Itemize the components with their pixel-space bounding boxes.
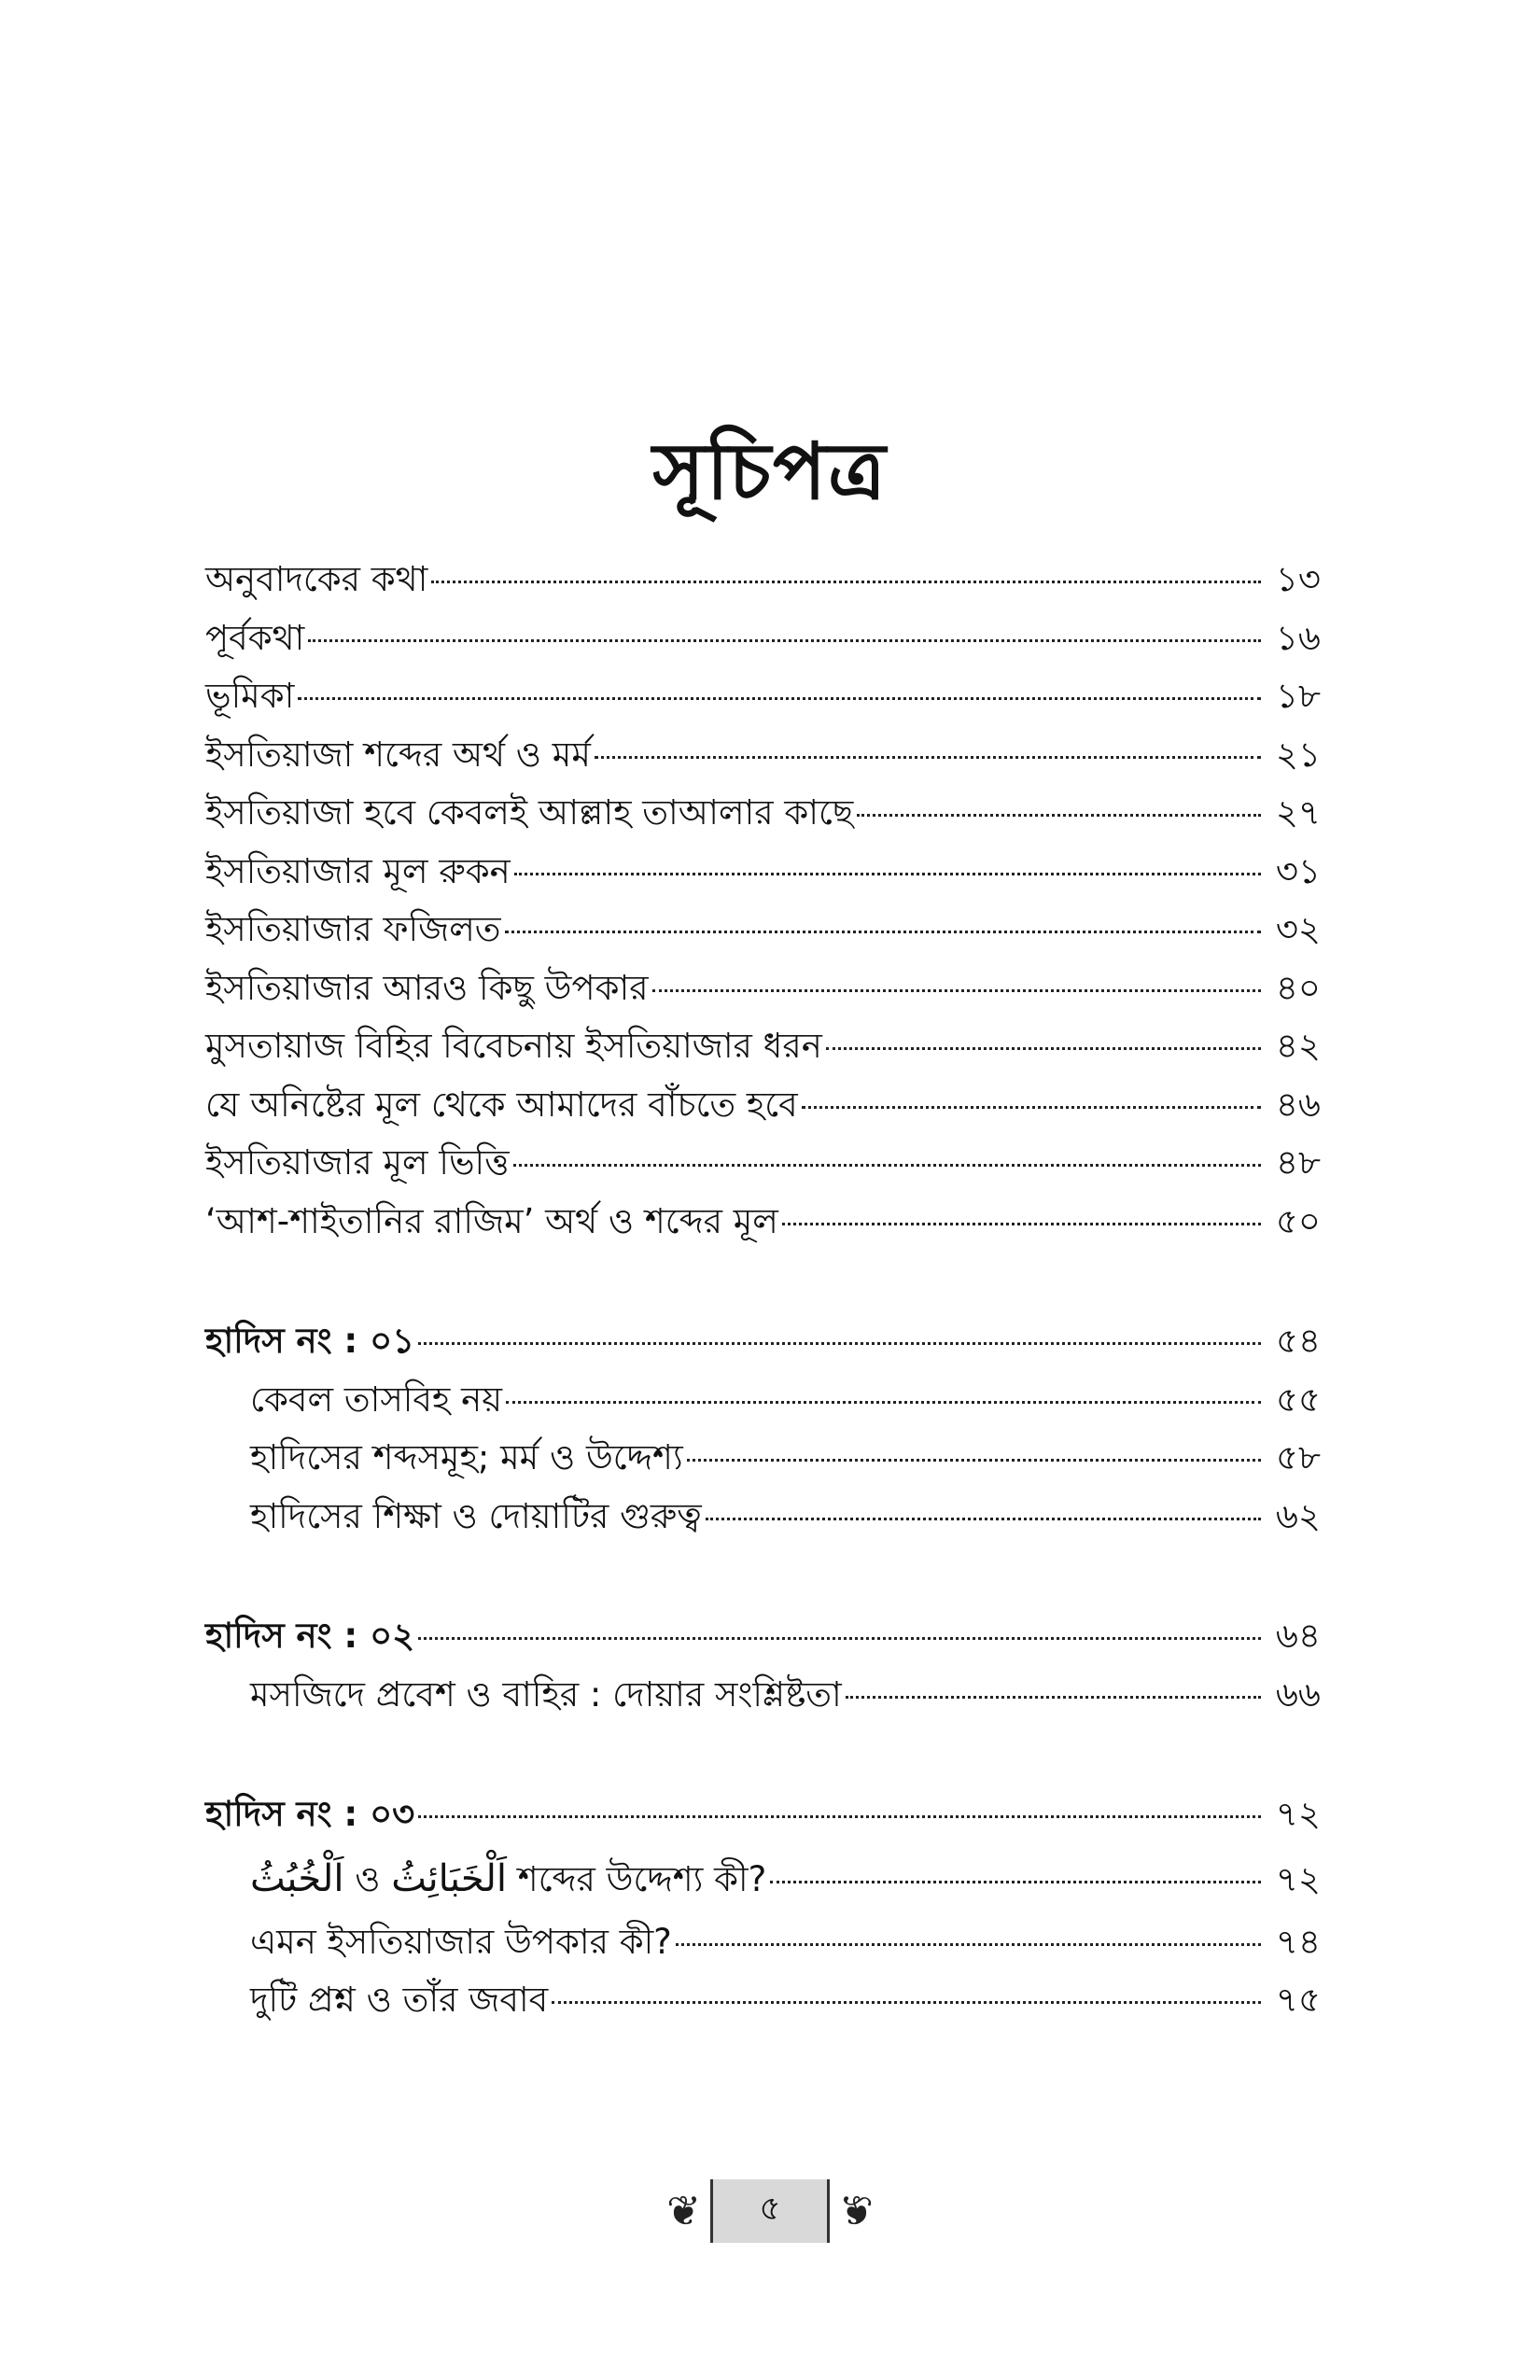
leader-dots — [687, 1459, 1261, 1462]
leader-dots — [418, 1637, 1261, 1640]
toc-entry-label: এমন ইসতিয়াজার উপকার কী? — [250, 1921, 672, 1962]
leader-dots — [706, 1518, 1261, 1520]
section-gap — [205, 1546, 1321, 1607]
toc-entry-page: ২১ — [1275, 734, 1321, 775]
connector-text: ও — [355, 1858, 381, 1899]
toc-entry-label: ইসতিয়াজার মূল ভিত্তি — [205, 1142, 510, 1183]
toc-entry — [205, 1076, 1321, 1135]
hadith-heading-label: হাদিস নং : ০১ — [205, 1321, 415, 1361]
page-title: সূচিপত্র — [652, 426, 888, 517]
toc-entry — [205, 1017, 1321, 1076]
hadith-heading — [205, 1607, 1321, 1666]
toc-entry-label: মুসতায়াজ বিহির বিবেচনায় ইসতিয়াজার ধরন — [205, 1026, 822, 1066]
toc-entry — [205, 959, 1321, 1018]
toc-entry-label: মসজিদে প্রবেশ ও বাহির : দোয়ার সংশ্লিষ্টতা — [250, 1673, 842, 1715]
toc-entry-page: ১৬ — [1275, 617, 1321, 658]
toc-entry-label: পূর্বকথা — [205, 617, 305, 658]
toc-entry-page: ৪০ — [1275, 967, 1321, 1008]
toc-entry-page: ৭৫ — [1275, 1980, 1321, 2020]
leader-dots — [308, 639, 1261, 642]
toc-entry — [205, 1193, 1321, 1252]
toc-entry-page: ৪৬ — [1275, 1084, 1321, 1125]
leader-dots — [826, 1047, 1261, 1050]
leader-dots — [552, 2001, 1261, 2004]
toc-entry-page: ৫৫ — [1275, 1379, 1321, 1420]
toc-entry-label: ইসতিয়াজা শব্দের অর্থ ও মর্ম — [205, 734, 591, 775]
leader-dots — [514, 873, 1261, 875]
toc-entry-label: ভূমিকা — [205, 676, 295, 716]
leader-dots — [418, 1342, 1261, 1345]
toc-entry-page: ৬৬ — [1275, 1673, 1321, 1715]
toc-entry-page: ১৩ — [1275, 559, 1321, 599]
toc-entry — [205, 784, 1321, 843]
toc-entry — [205, 1134, 1321, 1193]
ornament-right-icon: ❦ — [839, 2187, 874, 2235]
toc-entry-label: ‘আশ-শাইতানির রাজিম’ অর্থ ও শব্দের মূল — [205, 1200, 778, 1241]
toc-entry — [205, 667, 1321, 726]
toc-entry-page: ৫০ — [1275, 1200, 1321, 1241]
toc-subentry — [205, 1913, 1321, 1972]
leader-dots — [782, 1223, 1261, 1225]
toc-entry-label: হাদিসের শব্দসমূহ; মর্ম ও উদ্দেশ্য — [250, 1437, 683, 1477]
hadith-heading-label: হাদিস নং : ০৩ — [205, 1794, 415, 1834]
toc-subentry — [205, 1371, 1321, 1430]
hadith-heading — [205, 1785, 1321, 1844]
toc-entry-page: ৫৪ — [1275, 1321, 1321, 1361]
leader-dots — [676, 1943, 1261, 1946]
toc-entry-page: ৭২ — [1275, 1858, 1321, 1899]
toc-entry — [205, 726, 1321, 785]
toc-entry-label: ইসতিয়াজার ফজিলত — [205, 909, 501, 949]
leader-dots — [770, 1881, 1261, 1883]
leader-dots — [513, 1164, 1261, 1167]
toc-subentry — [205, 1971, 1321, 2030]
leader-dots — [506, 1401, 1261, 1404]
toc-entry-page: ৭২ — [1275, 1794, 1321, 1834]
toc-entry-page: ৫৮ — [1275, 1437, 1321, 1477]
leader-dots — [652, 989, 1261, 992]
hadith-heading — [205, 1312, 1321, 1371]
toc-entry-page: ৭৪ — [1275, 1921, 1321, 1962]
page-footer — [0, 2179, 1540, 2243]
page-number: ৫ — [710, 2179, 830, 2243]
toc-entry-page: ১৮ — [1275, 676, 1321, 716]
ornament-left-icon: ❦ — [666, 2187, 701, 2235]
toc-entry-page: ৩১ — [1275, 850, 1321, 891]
leader-dots — [505, 931, 1261, 933]
toc-subentry — [205, 1844, 1321, 1913]
toc-entry-label: ইসতিয়াজার মূল রুকন — [205, 850, 511, 891]
toc-entry-label: কেবল তাসবিহ নয় — [250, 1379, 503, 1420]
leader-dots — [431, 581, 1261, 583]
toc-entry — [205, 843, 1321, 902]
leader-dots — [298, 697, 1261, 700]
toc-entry-page: ৬২ — [1275, 1495, 1321, 1536]
entry-text: শব্দের উদ্দেশ্য কী? — [517, 1858, 767, 1899]
section-gap — [205, 1251, 1321, 1312]
toc-entry-page: ৬৪ — [1275, 1616, 1321, 1656]
toc-entry-label: অনুবাদকের কথা — [205, 559, 428, 599]
arabic-term: اَلْخَبَائِثُ — [391, 1856, 508, 1900]
toc-subentry — [205, 1429, 1321, 1488]
toc-entry-label: হাদিসের শিক্ষা ও দোয়াটির গুরুত্ব — [250, 1495, 702, 1536]
leader-dots — [595, 756, 1261, 759]
toc-entry-page: ৩২ — [1275, 909, 1321, 949]
leader-dots — [418, 1815, 1261, 1818]
toc-entry-label: ইসতিয়াজা হবে কেবলই আল্লাহ তাআলার কাছে — [205, 792, 854, 833]
table-of-contents — [205, 551, 1321, 2030]
leader-dots — [857, 814, 1261, 817]
toc-subentry — [205, 1488, 1321, 1547]
toc-entry-label: যে অনিষ্টের মূল থেকে আমাদের বাঁচতে হবে — [205, 1084, 798, 1125]
toc-entry-label — [250, 1844, 766, 1914]
hadith-heading-label: হাদিস নং : ০২ — [205, 1616, 415, 1656]
toc-entry-label: দুটি প্রশ্ন ও তাঁর জবাব — [250, 1980, 549, 2020]
toc-entry — [205, 901, 1321, 959]
leader-dots — [846, 1696, 1261, 1699]
toc-entry — [205, 609, 1321, 668]
toc-entry-page: ৪২ — [1275, 1026, 1321, 1066]
leader-dots — [802, 1106, 1261, 1109]
section-gap — [205, 1724, 1321, 1785]
toc-entry-page: ৪৮ — [1275, 1142, 1321, 1183]
toc-entry — [205, 551, 1321, 609]
arabic-term: اَلْخُبُثُ — [250, 1856, 344, 1900]
toc-entry-page: ২৭ — [1275, 792, 1321, 833]
toc-subentry — [205, 1666, 1321, 1725]
toc-entry-label: ইসতিয়াজার আরও কিছু উপকার — [205, 967, 649, 1008]
